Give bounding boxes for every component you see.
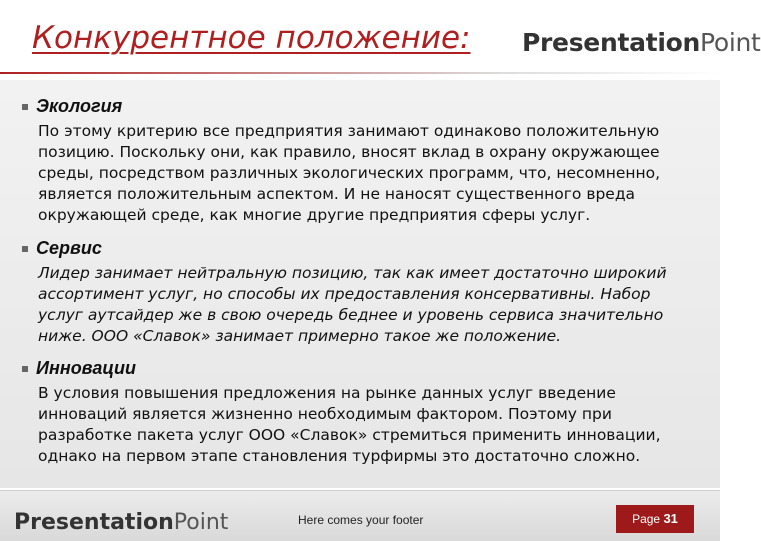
slide-title: Конкурентное положение: (32, 20, 471, 56)
footer-logo-light: Point (173, 510, 229, 535)
section-text: По этому критерию все предприятия занимают одинаково положительную позицию. Поскольку они, как правило, вносят вклад в охрану окружающее среды, посредством различных экологических программ, что, несомненно, является положительным аспектом. И не наносят существенного вреда окружающей среде, как многие другие предприятия сферы услуг. (38, 122, 661, 224)
bullet-icon (22, 104, 28, 110)
logo-light-text: Point (699, 28, 761, 57)
presentationpoint-logo (522, 28, 761, 57)
header-divider (0, 72, 720, 74)
section-text: В условия повышения предложения на рынке данных услуг введение инноваций является жизненно необходимым фактором. Поэтому при разработке пакета услуг ООО «Славок» стремиться применить инновации, однако на первом этапе становления турфирмы это достаточно сложно. (38, 384, 661, 465)
slide-content (0, 80, 720, 488)
page-number-badge (616, 505, 694, 533)
section-text: Лидер занимает нейтральную позицию, так как имеет достаточно широкий ассортимент услуг, но способы их предоставления консервативны. Набор услуг аутсайдер же в свою очередь беднее и уровень сервиса значительно ниже. ООО «Славок» занимает примерно такое же положение. (38, 264, 667, 345)
section-heading: Экология (36, 96, 123, 116)
logo-bold-text: Presentation (522, 28, 700, 57)
footer-text: Here comes your footer (298, 513, 424, 527)
bullet-icon (22, 366, 28, 372)
section-heading: Сервис (36, 238, 102, 258)
page-number: 31 (663, 511, 678, 526)
footer-logo-bold: Presentation (14, 510, 174, 535)
footer-logo (14, 510, 228, 535)
section-innovation (22, 358, 692, 467)
section-ecology (22, 96, 692, 226)
section-heading: Инновации (36, 358, 136, 378)
slide-header (0, 0, 761, 80)
slide-footer (0, 490, 720, 541)
page-label: Page (632, 512, 661, 526)
bullet-icon (22, 246, 28, 252)
section-service (22, 238, 692, 347)
